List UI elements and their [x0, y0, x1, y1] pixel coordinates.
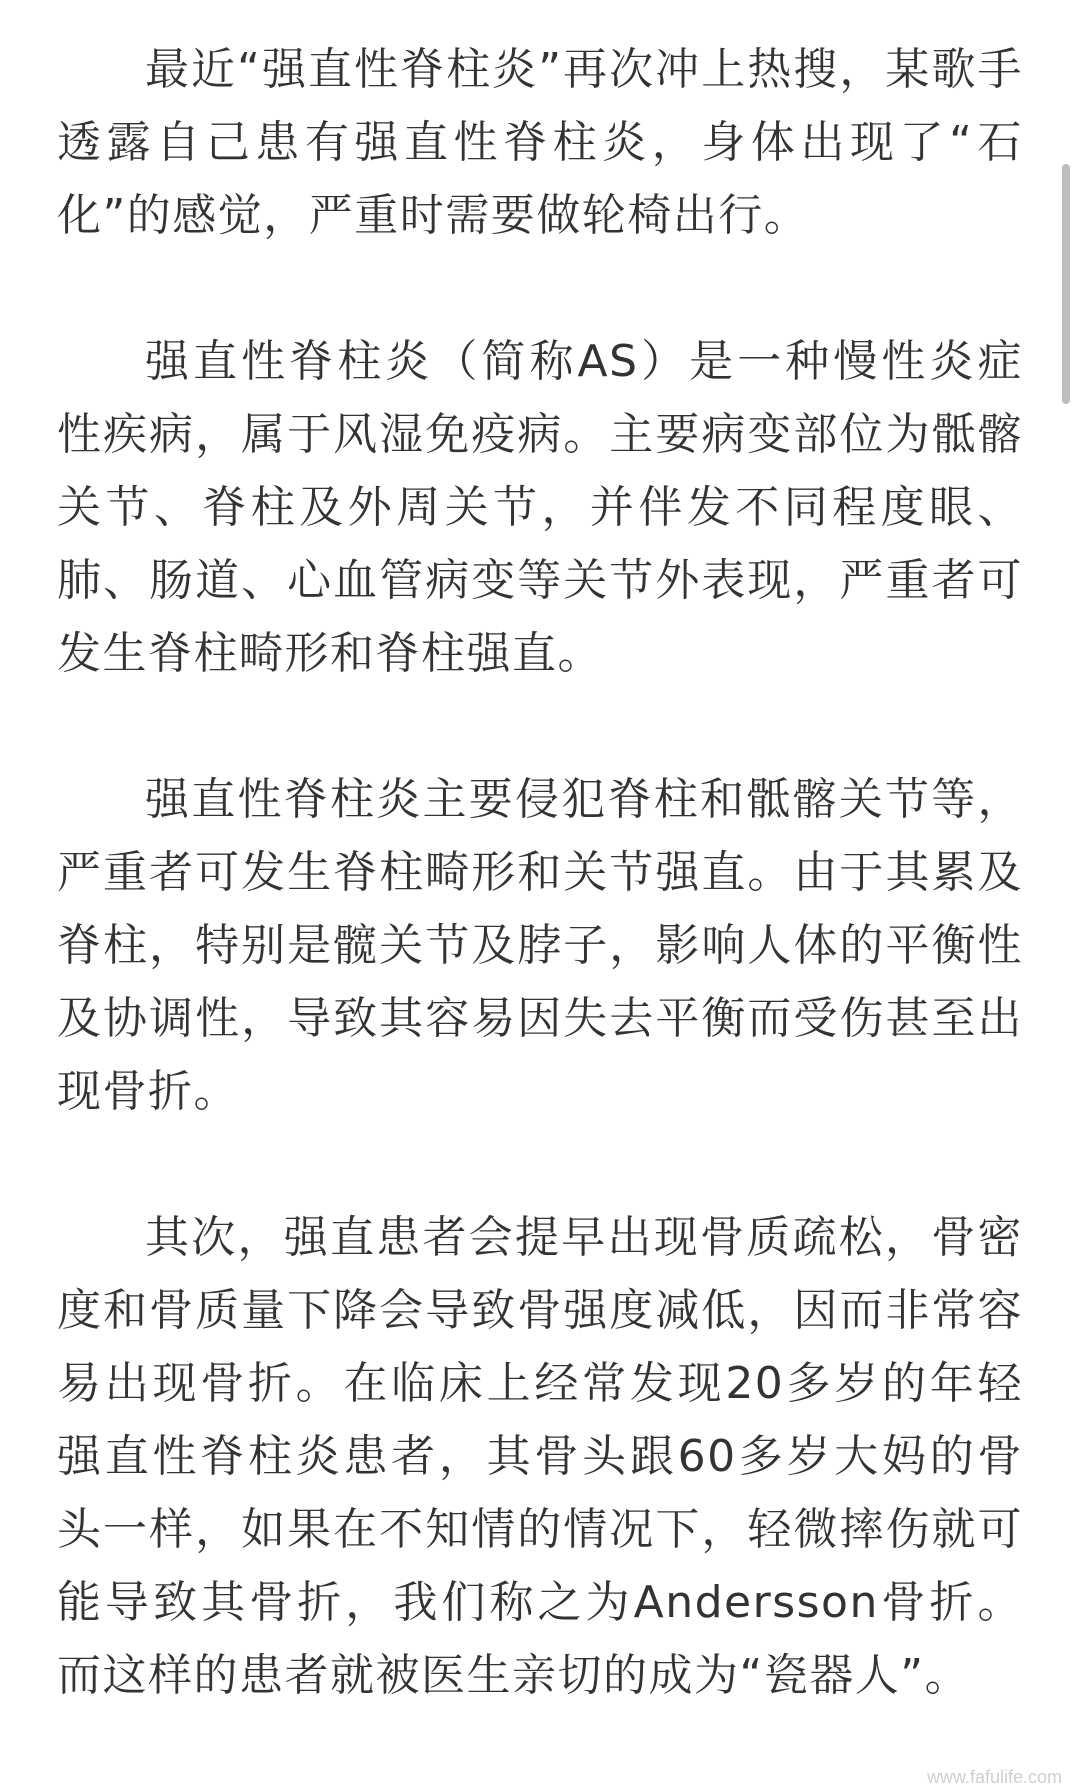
paragraph-gap: [57, 690, 1023, 763]
paragraph-gap: [57, 1128, 1023, 1201]
paragraph-intro: 最近“强直性脊柱炎”再次冲上热搜，某歌手透露自己患有强直性脊柱炎，身体出现了“石化”的感觉，严重时需要做轮椅出行。: [57, 44, 1023, 241]
article-body: [57, 33, 1023, 1712]
watermark-text: www.fafulife.com: [926, 1767, 1062, 1787]
paragraph-definition: 强直性脊柱炎（简称AS）是一种慢性炎症性疾病，属于风湿免疫病。主要病变部位为骶髂关节、脊柱及外周关节，并伴发不同程度眼、肺、肠道、心血管病变等关节外表现，严重者可发生脊柱畸形和脊柱强直。: [57, 336, 1023, 679]
vertical-scrollbar[interactable]: [1062, 164, 1070, 404]
paragraph-gap: [57, 252, 1023, 325]
paragraph-spine-effects: 强直性脊柱炎主要侵犯脊柱和骶髂关节等，严重者可发生脊柱畸形和关节强直。由于其累及脊柱，特别是髋关节及脖子，影响人体的平衡性及协调性，导致其容易因失去平衡而受伤甚至出现骨折。: [57, 774, 1023, 1117]
paragraph-osteoporosis: 其次，强直患者会提早出现骨质疏松，骨密度和骨质量下降会导致骨强度减低，因而非常容易出现骨折。在临床上经常发现20多岁的年轻强直性脊柱炎患者，其骨头跟60多岁大妈的骨头一样，如果在不知情的情况下，轻微摔伤就可能导致其骨折，我们称之为Andersson骨折。而这样的患者就被医生亲切的成为“瓷器人”。: [57, 1212, 1023, 1701]
